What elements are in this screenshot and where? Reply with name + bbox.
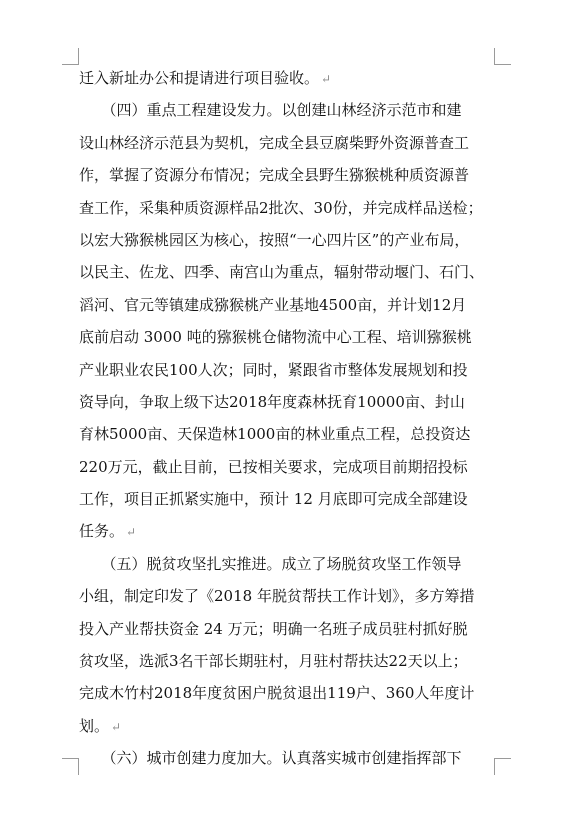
text-line-19 bbox=[79, 645, 497, 677]
text-line-content: 小组，制定印发了《2018 年脱贫帮扶工作计划》，多方筹措 bbox=[79, 587, 475, 606]
text-line-3 bbox=[79, 127, 497, 159]
text-line-5 bbox=[79, 192, 497, 224]
text-line-content: 育林5000亩、天保造林1000亩的林业重点工程，总投资达 bbox=[79, 425, 471, 444]
text-line-content: 贫攻坚，选派3名干部长期驻村，月驻村帮扶达22天以上； bbox=[79, 652, 468, 671]
paragraph-mark-icon: ↵ bbox=[126, 525, 137, 540]
text-line-content: 划。 bbox=[79, 716, 110, 735]
text-line-20 bbox=[79, 677, 497, 709]
text-line-12 bbox=[79, 418, 497, 450]
text-line-18 bbox=[79, 613, 497, 645]
text-line-15 bbox=[79, 515, 497, 547]
text-line-content: 滔河、官元等镇建成猕猴桃产业基地4500亩，并计划12月 bbox=[79, 295, 467, 314]
text-line-content: （四）重点工程建设发力。以创建山林经济示范市和建 bbox=[79, 101, 462, 120]
crop-mark-top-left bbox=[62, 48, 79, 65]
text-line-content: 设山林经济示范县为契机，完成全县豆腐柴野外资源普查工 bbox=[79, 133, 470, 152]
text-line-9 bbox=[79, 321, 497, 353]
text-line-7 bbox=[79, 256, 497, 288]
text-line-content: （五）脱贫攻坚扎实推进。成立了场脱贫攻坚工作领导 bbox=[79, 554, 462, 573]
text-line-content: 工作，项目正抓紧实施中，预计 12 月底即可完成全部建设 bbox=[79, 490, 468, 509]
text-line-11 bbox=[79, 386, 497, 418]
paragraph-mark-icon: ↵ bbox=[321, 72, 332, 86]
text-line-content: 220万元，截止目前，已按相关要求，完成项目前期招投标 bbox=[79, 457, 468, 476]
text-line-4 bbox=[79, 159, 497, 191]
text-line-content: 完成木竹村2018年度贫困户脱贫退出119户、360人年度计 bbox=[79, 684, 475, 703]
text-line-content: 迁入新址办公和提请进行项目验收。 bbox=[79, 69, 320, 87]
text-line-17 bbox=[79, 580, 497, 612]
document-body[interactable] bbox=[79, 62, 497, 775]
text-line-2 bbox=[79, 94, 497, 126]
text-line-22 bbox=[79, 742, 497, 774]
text-line-content: 以宏大猕猴桃园区为核心，按照“一心四片区”的产业布局， bbox=[79, 230, 470, 249]
text-line-13 bbox=[79, 451, 497, 483]
text-line-21 bbox=[79, 710, 497, 742]
text-line-content: 任务。 bbox=[79, 522, 125, 541]
text-line-1 bbox=[79, 62, 497, 94]
text-line-content: 查工作，采集种质资源样品2批次、30份，并完成样品送检； bbox=[79, 198, 483, 217]
text-line-8 bbox=[79, 289, 497, 321]
text-line-content: 以民主、佐龙、四季、南宫山为重点，辐射带动堰门、石门、 bbox=[79, 263, 485, 282]
text-line-content: 资导向，争取上级下达2018年度森林抚育10000亩、封山 bbox=[79, 392, 465, 411]
text-line-content: 产业职业农民100人次；同时，紧跟省市整体发展规划和投 bbox=[79, 360, 468, 379]
text-line-content: 底前启动 3000 吨的猕猴桃仓储物流中心工程、培训猕猴桃 bbox=[79, 328, 472, 347]
text-line-content: 作，掌握了资源分布情况；完成全县野生猕猴桃种质资源普 bbox=[79, 166, 470, 185]
paragraph-mark-icon: ↵ bbox=[111, 719, 122, 734]
text-line-16 bbox=[79, 548, 497, 580]
text-line-6 bbox=[79, 224, 497, 256]
text-line-14 bbox=[79, 483, 497, 515]
text-line-content: 投入产业帮扶资金 24 万元；明确一名班子成员驻村抓好脱 bbox=[79, 619, 468, 638]
text-line-10 bbox=[79, 354, 497, 386]
crop-mark-bottom-left bbox=[62, 758, 79, 775]
text-line-content: （六）城市创建力度加大。认真落实城市创建指挥部下 bbox=[79, 749, 462, 768]
